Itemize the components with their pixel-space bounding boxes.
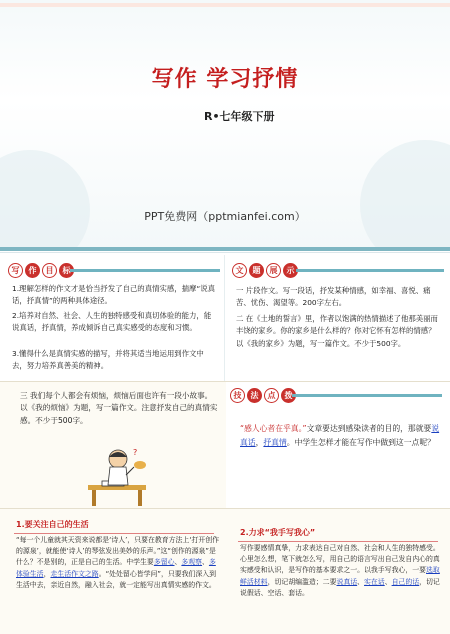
badge-char: 目: [42, 263, 57, 278]
text: ，切记胡编滥造；二要: [267, 577, 337, 586]
header-stripe: [296, 269, 444, 272]
text: 。“处处留心皆学问”，只要我们深入到生活中去，亲近自然，融入社会，就一定能写出真情实感的作文。: [16, 569, 217, 589]
badge-char: 作: [25, 263, 40, 278]
divider: [224, 255, 225, 381]
section-heading: 2.力求“我手写我心”: [240, 528, 316, 537]
badge-char: 文: [232, 263, 247, 278]
bottom-bar: [0, 247, 450, 251]
badge-char: 题: [249, 263, 264, 278]
highlight-link: 抒真情: [263, 438, 287, 447]
top-decoration: [0, 3, 450, 7]
slide-subtitle: R•七年级下册: [204, 110, 275, 123]
goals-slide: [0, 252, 450, 381]
tips-slide: [0, 508, 450, 634]
text: 文章要达到感染读者的目的，那就要: [306, 424, 432, 433]
highlight-link: 说真话: [240, 424, 440, 447]
watermark-text: PPT免费网（pptmianfei.com）: [144, 210, 306, 223]
technique-badge: [230, 388, 296, 403]
text: ，: [255, 438, 264, 447]
highlight-link: 选取鲜活材料: [240, 566, 440, 586]
badge-char: 技: [230, 388, 245, 403]
badge-char: 写: [8, 263, 23, 278]
badge-char: 示: [283, 263, 298, 278]
technique-text: [240, 422, 440, 450]
heading-underline: [14, 533, 214, 534]
tip-text: 写作要感情真挚，力求表达自己对自然、社会和人生的独特感受。心里怎么想，笔下就怎么写，用自己的语言写出自己发自内心的真实感受和认识，是写作的基本要求之一。以我手写我心，一要选取鲜活材料，切记胡编滥造；二要说真话、实在话、自己的话，切记说假话、空话、套话。: [240, 544, 440, 597]
slide-title: 写作 学习抒情: [151, 67, 299, 92]
writing-goals-badge: [8, 263, 74, 278]
badge-char: 标: [59, 263, 74, 278]
background-circle: [360, 140, 450, 251]
tip-text: “每一个儿童就其天资来说都是‘诗人’，只要在教育方法上‘打开创作的源泉’，就能使‘诗人’的琴弦发出美妙的乐声。”这“创作的源泉”是什么？不是别的，正是自己的生活。中学生要多留心、多观察、多体验生活，走生活作文之路。“处处留心皆学问”，只要我们深入到生活中去，亲近自然，融入社会，就一定能写出真情实感的作文。: [16, 536, 220, 589]
highlight-link: 多体验生活: [16, 558, 216, 578]
heading-underline: [238, 541, 438, 542]
text: ，切记说假话、空话、套话。: [240, 577, 440, 597]
quote: “感人心者在乎真。”: [240, 424, 307, 433]
badge-char: 拨: [281, 388, 296, 403]
badge-char: 展: [266, 263, 281, 278]
highlight-link: 多留心: [153, 558, 175, 567]
text: “每一个儿童就其天资来说都是‘诗人’，只要在教育方法上‘打开创作的源泉’，就能使‘诗人’的琴弦发出美妙的乐声。”这“创作的源泉”是什么？不是别的，正是自己的生活。中学生要: [16, 536, 220, 567]
highlight-link: 自己的话: [391, 577, 420, 586]
topic-three-slide: [0, 381, 450, 508]
goal-item: 1.理解怎样的作文才是恰当抒发了自己的真情实感，揣摩“说真话，抒真情”的两种具体途径。: [12, 284, 216, 306]
badge-char: 点: [264, 388, 279, 403]
svg-text:?: ?: [133, 448, 138, 457]
goal-item: 3.懂得什么是真情实感的描写，并将其适当地运用到作文中去，努力培养真善美的精神。: [12, 349, 204, 371]
highlight-link: 实在话: [364, 577, 385, 586]
highlight-link: 走生活作文之路: [50, 569, 99, 578]
topic-three-text: 三 我们每个人都会有烦恼，烦恼后面也许有一段小故事。以《我的烦恼》为题，写一篇作文。注意抒发自己的真情实感。不少于500字。: [20, 391, 218, 425]
topic-item: 一 片段作文。写一段话，抒发某种情感，如幸福、喜悦、痛苦、忧伤、渴望等。200字左右。: [236, 286, 431, 308]
header-stripe: [70, 269, 220, 272]
badge-char: 法: [247, 388, 262, 403]
section-heading: 1.要关注自己的生活: [16, 520, 89, 529]
student-writing-illustration: [82, 445, 152, 507]
text: 写作要感情真挚，力求表达自己对自然、社会和人生的独特感受。心里怎么想，笔下就怎么写，用自己的语言写出自己发自内心的真实感受和认识，是写作的基本要求之一。以我手写我心，一要: [240, 544, 440, 575]
topics-badge: [232, 263, 298, 278]
header-stripe: [292, 394, 442, 397]
title-slide: [0, 0, 450, 251]
highlight-link: 多观察: [181, 558, 203, 567]
goal-item: 2.培养对自然、社会、人生的独特感受和真切体验的能力，能说真话，抒真情，养成倾诉自己真实感受的态度和习惯。: [12, 311, 212, 333]
topic-item: 二 在《土地的誓言》里，作者以饱满的热情描述了他那美丽而丰饶的家乡。你的家乡是什么样的？你对它怀有怎样的情感？以《我的家乡》为题，写一篇作文。不少于500字。: [236, 314, 438, 348]
background-circle: [0, 150, 90, 251]
highlight-link: 说真话: [336, 577, 358, 586]
text: 。中学生怎样才能在写作中做到这一点呢？: [286, 438, 435, 447]
